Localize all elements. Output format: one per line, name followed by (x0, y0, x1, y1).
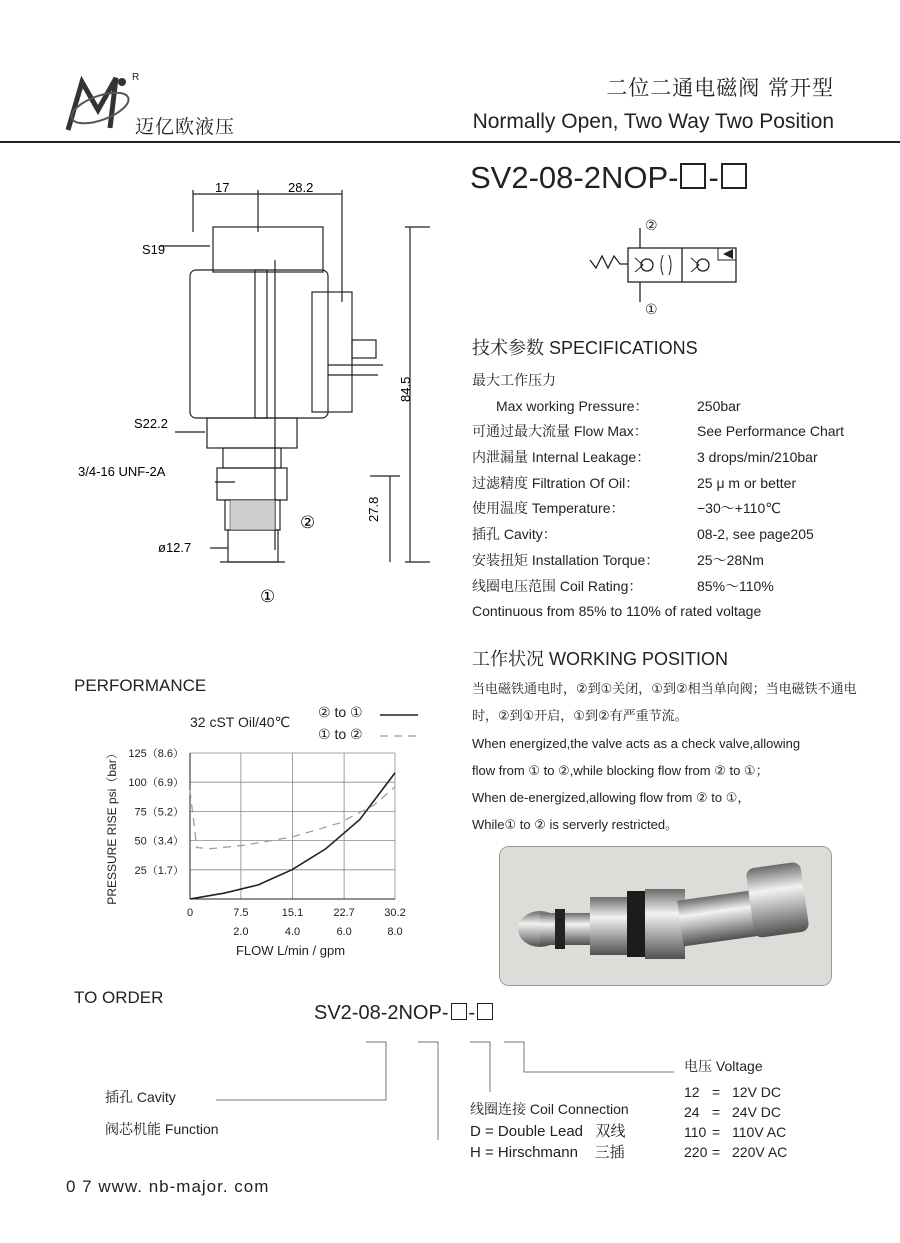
x-tick-label-gpm: 8.0 (387, 926, 403, 938)
spec-note: Continuous from 85% to 110% of rated voltage (472, 603, 762, 620)
working-heading: 工作状况 WORKING POSITION (472, 649, 729, 669)
option-box (477, 1003, 493, 1020)
y-tick-label: 75（5.2） (134, 806, 184, 819)
spec-row: 可通过最大流量 Flow Max： See Performance Chart (472, 423, 845, 440)
dim-84-5: 84.5 (398, 376, 413, 402)
product-photo (499, 846, 832, 986)
coil-connection-label: 线圈连接 Coil Connection (470, 1101, 629, 1117)
voltage-row: 12 = 12V DC (684, 1084, 782, 1100)
performance-heading: PERFORMANCE (74, 676, 207, 695)
registered-mark: R (132, 72, 140, 83)
page-number: 0 7 (66, 1177, 93, 1196)
x-tick-label-lpm: 0 (186, 907, 194, 919)
spec-row: 最大工作压力 (472, 372, 556, 388)
legend-dashed-label: ① to ② (318, 726, 363, 742)
thread-label: 3/4-16 UNF-2A (78, 464, 166, 479)
spec-row: 过滤精度 Filtration Of Oil： 25 μ m or better (472, 474, 797, 491)
x-tick-label-lpm: 22.7 (333, 907, 355, 919)
port-1-label: ① (645, 302, 658, 318)
specs-heading: 技术参数 SPECIFICATIONS (472, 338, 698, 358)
spec-row: 线圈电压范围 Coil Rating： 85%～110% (472, 577, 774, 594)
voltage-list (684, 1082, 787, 1162)
spec-row: 安装扭矩 Installation Torque： 25～28Nm (472, 551, 764, 568)
valve-drawing (60, 170, 440, 620)
footer (66, 1177, 269, 1197)
x-tick-label-lpm: 15.1 (281, 907, 304, 919)
dim-17: 17 (215, 180, 230, 195)
spec-row: 内泄漏量 Internal Leakage： 3 drops/min/210bar (472, 449, 818, 466)
voltage-row: 220 = 220V AC (684, 1144, 788, 1160)
drawing-port-2: ② (300, 513, 316, 532)
title-en: Normally Open, Two Way Two Position (472, 110, 834, 133)
x-axis-label: FLOW L/min / gpm (235, 943, 346, 958)
hex-s19: S19 (142, 242, 166, 257)
model-prefix: SV2-08-2NOP- (470, 160, 679, 195)
legend-solid-label: ② to ① (318, 704, 363, 720)
voltage-row: 110 = 110V AC (684, 1124, 787, 1140)
port-2-label: ② (645, 218, 658, 234)
coil-h: H = Hirschmann 三插 (470, 1144, 625, 1161)
x-tick-label-lpm: 7.5 (233, 907, 249, 919)
dim-27-8: 27.8 (366, 496, 381, 522)
voltage-row: 24 = 24V DC (684, 1104, 782, 1120)
brand-logo (62, 70, 142, 136)
title-cn: 二位二通电磁阀 常开型 (606, 76, 834, 100)
option-box (680, 163, 706, 189)
oil-label: 32 cST Oil/40℃ (190, 714, 291, 730)
order-model-code: SV2-08-2NOP- - (314, 1002, 495, 1025)
cavity-label: 插孔 Cavity (105, 1089, 176, 1105)
y-tick-label: 125（8.6） (128, 748, 184, 760)
specs-table (472, 368, 872, 625)
option-box (451, 1003, 467, 1020)
spec-row: 使用温度 Temperature： −30～+110℃ (472, 500, 781, 517)
voltage-label: 电压 Voltage (684, 1058, 763, 1074)
performance-chart (90, 735, 430, 965)
spec-row: 插孔 Cavity： 08-2, see page205 (472, 526, 814, 543)
x-tick-label-lpm: 30.2 (384, 907, 406, 919)
function-label: 阀芯机能 Function (105, 1121, 219, 1137)
drawing-port-1: ① (260, 587, 276, 606)
hydraulic-symbol (585, 210, 745, 320)
coil-d: D = Double Lead 双线 (470, 1123, 626, 1140)
x-tick-label-gpm: 2.0 (233, 926, 249, 938)
valve-image (500, 847, 831, 985)
website-url: www. nb-major. com (98, 1177, 270, 1196)
diameter-label: ø12.7 (158, 540, 192, 555)
y-tick-label: 25（1.7） (134, 864, 184, 877)
y-tick-label: 100（6.9） (128, 777, 184, 790)
x-tick-label-gpm: 4.0 (284, 926, 301, 938)
order-heading: TO ORDER (74, 988, 164, 1007)
y-axis-label: PRESSURE RISE psi（bar） (105, 747, 119, 905)
x-tick-label-gpm: 6.0 (336, 926, 352, 938)
model-code: SV2-08-2NOP- - (470, 160, 749, 196)
hex-s22-2: S22.2 (134, 416, 168, 431)
spec-row: Max working Pressure： 250bar (496, 397, 741, 414)
option-box (721, 163, 747, 189)
brand-name: 迈亿欧液压 (135, 116, 236, 138)
dim-28-2: 28.2 (288, 180, 314, 195)
y-tick-label: 50（3.4） (134, 835, 184, 848)
header-rule (0, 141, 900, 143)
working-text: 当电磁铁通电时，②到①关闭，①到②相当单向阀；当电磁铁不通电 时，②到①开启，①到②有严重节流。 When energized,the valve acts as a check valve,allowing flow from ① to ②,while blocking flow from ② to ①； When de-energized,allowing flow from ② to ①， While① to ② is serverly restricted。 (472, 681, 857, 833)
